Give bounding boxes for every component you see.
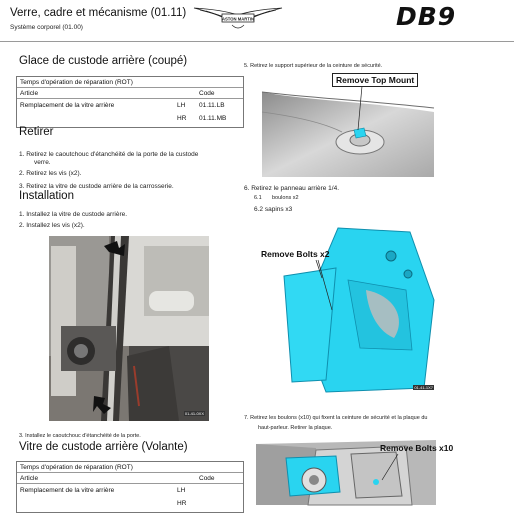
retirer-step-1: 1. Retirez le caoutchouc d'étanchéité de la porte de la custode xyxy=(19,151,199,158)
table-item: Remplacement de la vitre arrière xyxy=(20,102,115,109)
install-step-1: 1. Installez la vitre de custode arrière. xyxy=(19,211,128,218)
retirer-step-2: 2. Retirez les vis (x2). xyxy=(19,170,82,177)
photo-illustration xyxy=(49,236,209,421)
quarter-glass-photo xyxy=(49,236,209,421)
col-code: Code xyxy=(199,90,215,97)
table-header-row xyxy=(17,77,243,88)
section-title-coupe: Glace de custode arrière (coupé) xyxy=(19,55,188,67)
side-lh: LH xyxy=(177,102,186,109)
aston-martin-wings-logo xyxy=(192,5,284,35)
col-article: Article xyxy=(20,475,39,482)
callout-bolts-2: Remove Bolts x2 xyxy=(261,249,330,259)
top-mount-image xyxy=(262,72,434,177)
page-title: Verre, cadre et mécanisme (01.11) xyxy=(10,7,187,19)
speaker-plate-image xyxy=(256,436,454,505)
retirer-step-3: 3. Retirez la vitre de custode arrière de la carrosserie. xyxy=(19,183,174,190)
install-step-2: 2. Installez les vis (x2). xyxy=(19,222,85,229)
quarter-panel-image xyxy=(256,220,438,400)
col-code: Code xyxy=(199,475,215,482)
code-hr: 01.11.MB xyxy=(199,115,227,122)
table-item: Remplacement de la vitre arrière xyxy=(20,487,115,494)
step-7-line-2: haut-parleur. Retirer la plaque. xyxy=(258,425,333,431)
rot-table-volante xyxy=(16,461,244,513)
page-header xyxy=(0,0,514,42)
install-step-3: 3. Installez le caoutchouc d'étanchéité de la porte. xyxy=(19,433,141,439)
callout-top-mount: Remove Top Mount xyxy=(332,73,418,87)
installation-title: Installation xyxy=(19,190,74,202)
table-column-row xyxy=(17,88,243,99)
step-6-2: 6.2 sapins x3 xyxy=(254,206,293,213)
retirer-title: Retirer xyxy=(19,126,54,138)
step-6: 6. Retirez le panneau arrière 1/4. xyxy=(244,185,340,192)
table-header: Temps d'opération de réparation (ROT) xyxy=(20,79,133,86)
image2-code: 01-41-1X7 xyxy=(414,385,433,390)
section-title-volante: Vitre de custode arrière (Volante) xyxy=(19,441,188,453)
step-5: 5. Retirez le support supérieur de la ceinture de sécurité. xyxy=(244,63,383,69)
table-header: Temps d'opération de réparation (ROT) xyxy=(20,464,133,471)
table-column-row xyxy=(17,473,243,484)
top-mount-illustration xyxy=(262,72,434,177)
callout-bolts-10: Remove Bolts x10 xyxy=(380,443,454,453)
retirer-step-1-cont: verre. xyxy=(34,159,51,166)
svg-text:ASTON MARTIN: ASTON MARTIN xyxy=(221,16,255,22)
page-subtitle: Système corporel (01.00) xyxy=(10,24,83,31)
photo-code: 01-41-0XX xyxy=(184,411,204,416)
step-6-1-num: 6.1 xyxy=(254,195,262,201)
side-hr: HR xyxy=(177,500,187,507)
table-header-row xyxy=(17,462,243,473)
side-hr: HR xyxy=(177,115,187,122)
table-row xyxy=(17,484,243,512)
step-7-line-1: 7. Retirez les boulons (x10) qui fixent la ceinture de sécurité et la plaque du xyxy=(244,415,428,421)
col-article: Article xyxy=(20,90,39,97)
side-lh: LH xyxy=(177,487,186,494)
rot-table-coupe xyxy=(16,76,244,128)
table-row xyxy=(17,99,243,127)
code-lh: 01.11.LB xyxy=(199,102,225,109)
model-badge: DB9 xyxy=(396,2,457,31)
quarter-panel-illustration xyxy=(256,220,438,400)
step-6-1-text: boulons x2 xyxy=(272,195,299,201)
